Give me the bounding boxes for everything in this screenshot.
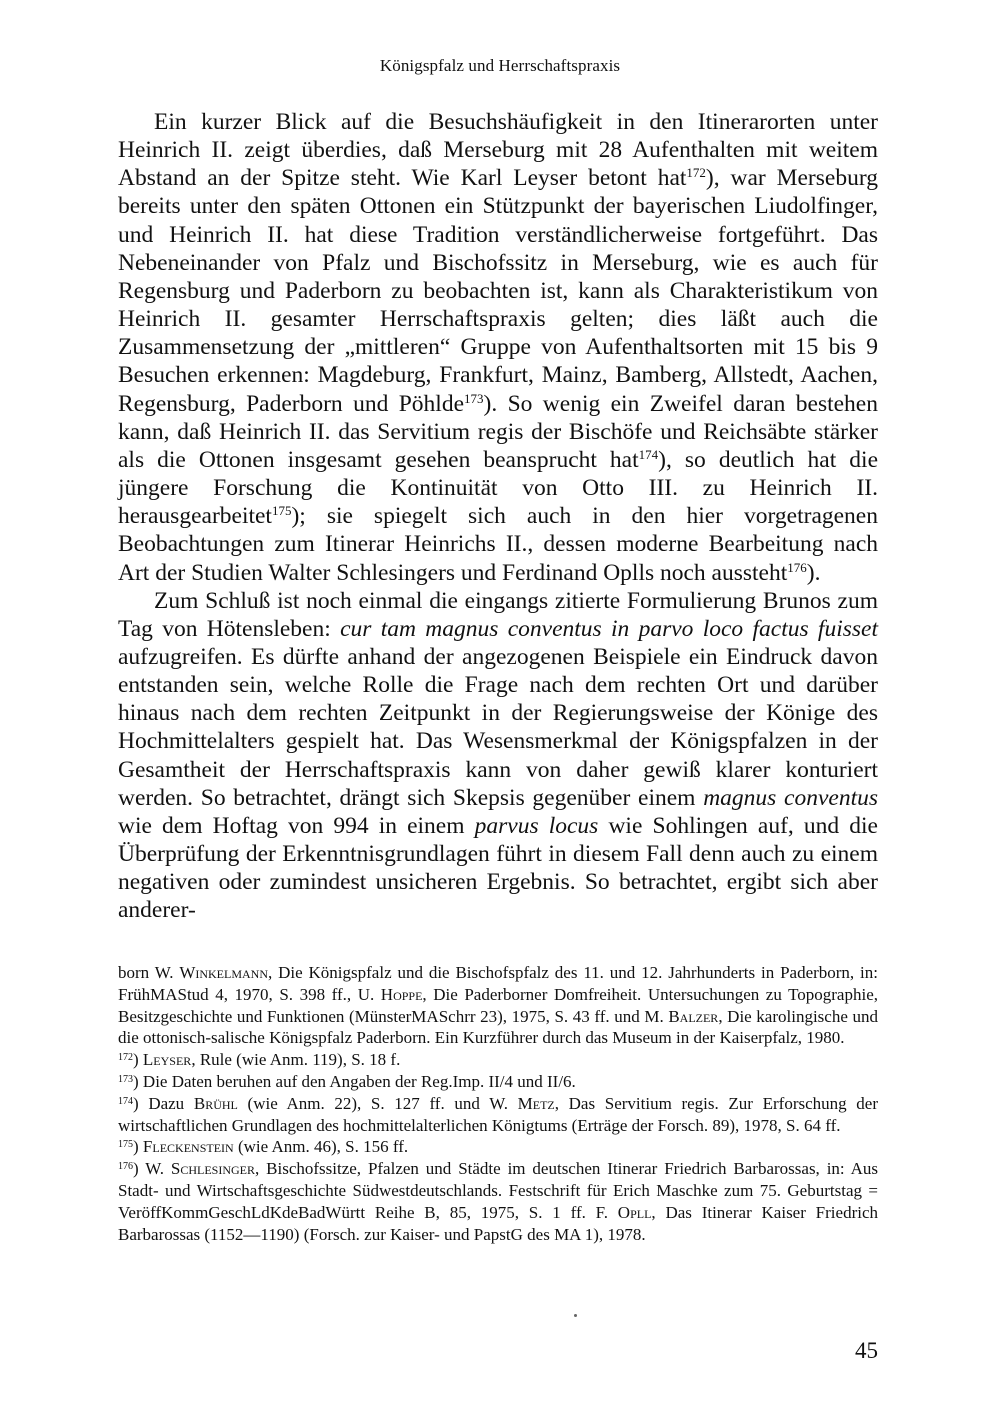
text-run: ) W. xyxy=(133,1159,171,1179)
text-run: ) xyxy=(133,1137,143,1157)
author-name: Winkelmann xyxy=(179,963,269,982)
author-name: Leyser xyxy=(142,1050,192,1070)
footnote-173 xyxy=(118,1071,878,1093)
text-run: , Die karolingische und die ottonisch-salische Königspfalz Paderborn. Ein Kurzführer durch das Museum in der Kaiserpfalz, 1980. xyxy=(118,1006,878,1048)
text-run: , Bischofssitze, Pfalzen und Städte im deutschen Itinerar Friedrich Barbarossas, in: Aus Stadt- und Wirtschaftsgeschichte Südwestdeutschlands. Festschrift für Erich Maschke zum 75. Geburtstag = VeröffKommGeschLdKdeBadWürtt Reihe B, 85, 1975, S. 1 ff. F. xyxy=(118,1159,878,1222)
text-run: ). xyxy=(806,559,821,586)
text-run: ) xyxy=(133,1050,143,1070)
text-run: (wie Anm. 22), S. 127 ff. und W. xyxy=(237,1093,518,1113)
footnote-marker: 173 xyxy=(464,390,484,406)
text-run: ) Dazu xyxy=(133,1093,194,1113)
text-run: (wie Anm. 46), S. 156 ff. xyxy=(233,1137,409,1157)
footnote-marker: 172 xyxy=(686,165,706,181)
footnote-marker: 176 xyxy=(118,1161,133,1173)
author-name: Balzer xyxy=(668,1006,719,1026)
footnote-176 xyxy=(118,1158,878,1245)
author-name: Hoppe xyxy=(380,984,423,1004)
main-text xyxy=(118,108,878,925)
text-run: born W. xyxy=(118,963,180,982)
author-name: Fleckenstein xyxy=(142,1137,234,1157)
text-run: ), so deutlich hat die jüngere Forschung die Kontinuität von Otto III. zu Heinrich II. herausgearbeitet xyxy=(118,446,879,530)
text-run: wie dem Hoftag von 994 in einem xyxy=(118,812,475,839)
footnote-172 xyxy=(118,1049,878,1071)
footnote-marker: 175 xyxy=(118,1139,133,1151)
paragraph-1 xyxy=(118,108,878,587)
text-run: , Das Servitium regis. Zur Erforschung der wirtschaftlichen Grundlagen des hochmittelalterlichen Königtums (Erträge der Forsch. 89), 1978, S. 64 ff. xyxy=(118,1093,879,1135)
text-run: ) Die Daten beruhen auf den Angaben der Reg.Imp. II/4 und II/6. xyxy=(133,1071,576,1091)
text-run: , Rule (wie Anm. 119), S. 18 f. xyxy=(191,1050,401,1070)
text-run: Zum Schluß ist noch einmal die eingangs zitierte Formulierung Brunos zum Tag von Hötensleben: xyxy=(118,587,878,642)
text-run: wie Sohlingen auf, und die Überprüfung der Erkenntnisgrundlagen führt in diesem Fall denn auch zu einem negativen oder zumindest unsicheren Ergebnis. So betrachtet, ergibt sich aber anderer- xyxy=(118,812,878,924)
italic-quote: cur tam magnus conventus in parvo loco factus fuisset xyxy=(340,615,878,642)
footnote-marker: 173 xyxy=(118,1073,133,1085)
text-run: , Die Königspfalz und die Bischofspfalz des 11. und 12. Jahrhunderts in Paderborn, in: FrühMAStud 4, 1970, S. 398 ff., U. xyxy=(118,963,878,1004)
footnote-175 xyxy=(118,1136,878,1158)
text-run: ), war Merseburg bereits unter den späten Ottonen ein Stützpunkt der bayerischen Liudolfinger, und Heinrich II. hat diese Tradition verständlicherweise fortgeführt. Das Nebeneinander von Pfalz und Bischofssitz in Merseburg, wie es auch für Regensburg und Paderborn zu beobachten ist, kann als Charakteristikum von Heinrich II. gesamter Herrschaftspraxis gelten; dies läßt auch die Zusammensetzung der „mittleren“ Gruppe von Aufenthaltsorten mit 15 bis 9 Besuchen erkennen: Magdeburg, Frankfurt, Mainz, Bamberg, Allstedt, Aachen, Regensburg, Paderborn und Pöhlde xyxy=(118,165,878,417)
footnote-marker: 174 xyxy=(638,446,659,462)
footnote-174 xyxy=(118,1093,878,1137)
footnotes xyxy=(118,962,878,1245)
text-run: aufzugreifen. Es dürfte anhand der angezogenen Beispiele ein Eindruck davon entstanden sein, welche Rolle die Frage nach dem rechten Ort und darüber hinaus nach dem rechten Zeitpunkt in der Regierungsweise der Könige des Hochmittelalters gespielt hat. Das Wesensmerkmal der Königspfalzen in der Gesamtheit der Herrschaftspraxis kann von daher gewiß klarer konturiert werden. So betrachtet, drängt sich Skepsis gegenüber einem xyxy=(118,643,878,811)
footnote-marker: 174 xyxy=(118,1095,133,1107)
footnote-marker: 172 xyxy=(118,1052,133,1064)
author-name: Schlesinger xyxy=(170,1159,255,1179)
italic-quote: magnus conventus xyxy=(703,784,878,811)
text-run: Ein kurzer Blick auf die Besuchshäufigkeit in den Itinerarorten unter Heinrich II. zeigt überdies, daß Merseburg mit 28 Aufenthalten mit weitem Abstand an der Spitze steht. Wie Karl Leyser betont hat xyxy=(118,109,878,192)
paragraph-2 xyxy=(118,587,878,925)
text-run: ). So wenig ein Zweifel daran bestehen kann, daß Heinrich II. das Servitium regis der Bischöfe und Reichsäbte stärker als die Ottonen insgesamt gesehen beansprucht hat xyxy=(118,390,878,473)
footnote-continuation xyxy=(118,962,878,1049)
italic-quote: parvus locus xyxy=(474,812,599,839)
text-run: , Das Itinerar Kaiser Friedrich Barbarossas (1152—1190) (Forsch. zur Kaiser- und PapstG des MA 1), 1978. xyxy=(118,1202,878,1244)
author-name: Metz xyxy=(517,1093,555,1113)
text-run: , Die Paderborner Domfreiheit. Untersuchungen zu Topographie, Besitzgeschichte und Funktionen (MünsterMASchrr 23), 1975, S. 43 ff. und M. xyxy=(118,984,879,1026)
author-name: Opll xyxy=(617,1202,652,1222)
page-number: 45 xyxy=(855,1338,878,1363)
running-header: Königspfalz und Herrschaftspraxis xyxy=(379,56,621,75)
print-speck xyxy=(574,1314,577,1317)
author-name: Brühl xyxy=(193,1093,238,1113)
footnote-marker: 176 xyxy=(787,559,807,575)
text-run: ); sie spiegelt sich auch in den hier vorgetragenen Beobachtungen zum Itinerar Heinrichs II., dessen moderne Bearbeitung nach Art der Studien Walter Schlesingers und Ferdinand Oplls noch aussteht xyxy=(118,503,878,586)
footnote-marker: 175 xyxy=(271,503,292,519)
